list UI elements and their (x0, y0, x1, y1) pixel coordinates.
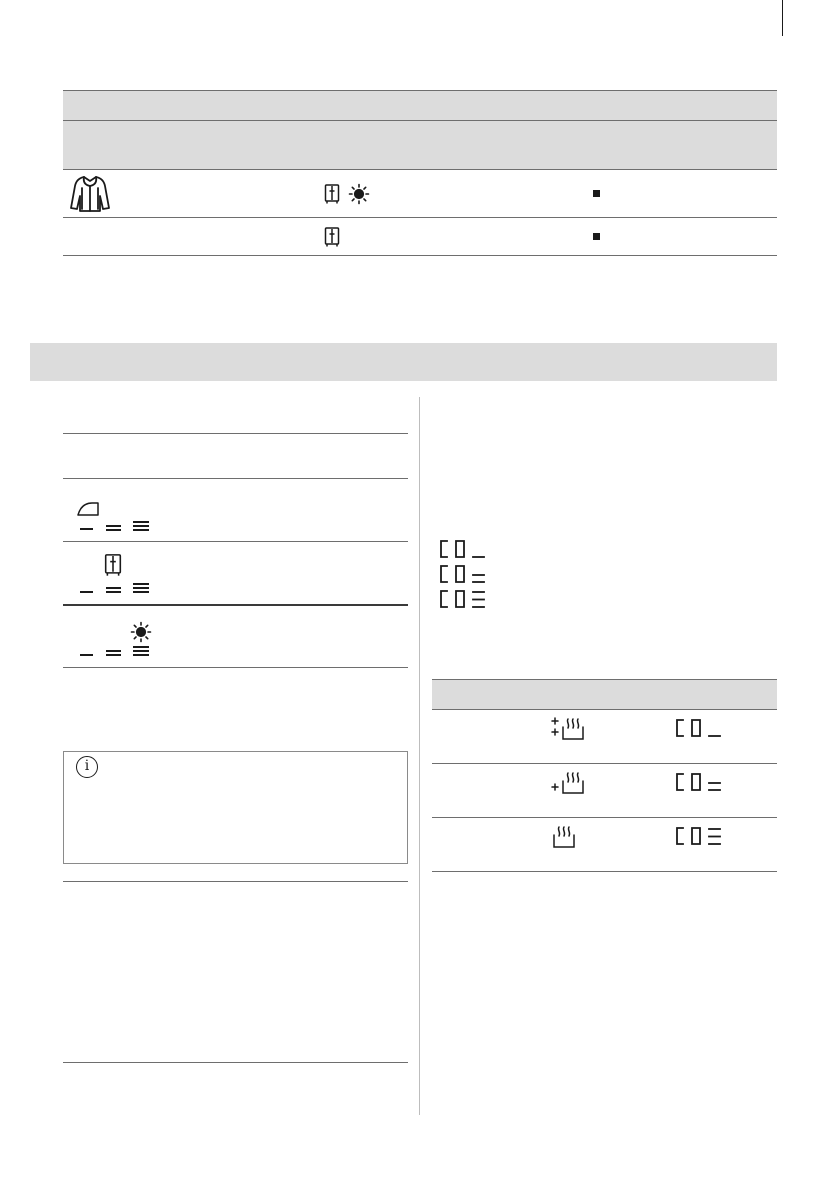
table-row (63, 218, 777, 256)
display-code-medium (438, 564, 488, 584)
level-triple (133, 529, 149, 531)
wardrobe-icon (104, 553, 122, 577)
wardrobe-icon (324, 227, 340, 247)
table-row (432, 818, 777, 872)
divider (63, 604, 408, 606)
table-header-row (63, 90, 777, 121)
crop-mark (782, 0, 783, 36)
jacket-icon (69, 174, 111, 214)
section-heading-bar (30, 343, 777, 381)
table-row (63, 170, 777, 218)
level-double (106, 591, 121, 593)
divider (63, 478, 408, 479)
sun-icon (348, 183, 370, 205)
level-double (106, 525, 121, 527)
table-row (432, 710, 777, 764)
table-subheader-row (63, 121, 777, 170)
filled-square-icon (593, 233, 600, 240)
display-code-high (674, 826, 724, 846)
table-row (432, 764, 777, 818)
table-cell-garment (63, 170, 303, 217)
divider (63, 667, 408, 668)
level-double (106, 650, 121, 652)
level-single (80, 654, 93, 656)
table-cell-symbols (303, 218, 538, 255)
table-cell-garment (63, 218, 303, 255)
iron-icon (77, 502, 99, 516)
display-code-low (438, 539, 488, 559)
display-code-medium (674, 772, 724, 792)
table-header-row (432, 679, 777, 710)
divider (63, 541, 408, 542)
level-triple (133, 587, 149, 589)
level-double (106, 529, 121, 531)
divider (63, 1062, 408, 1063)
table-cell-marker (538, 170, 777, 217)
level-triple (133, 591, 149, 593)
sun-icon (130, 621, 152, 643)
table-cell-symbols (303, 170, 538, 217)
wardrobe-icon (324, 184, 340, 204)
info-note-box (63, 751, 408, 864)
display-code-low (674, 718, 724, 738)
level-triple (133, 521, 149, 523)
level-double (106, 654, 121, 656)
display-code-high (438, 589, 488, 609)
heat-level-table (432, 679, 777, 872)
level-triple (133, 525, 149, 527)
filled-square-icon (593, 190, 600, 197)
level-triple (133, 650, 149, 652)
divider (63, 433, 408, 434)
level-triple (133, 654, 149, 656)
level-triple (133, 583, 149, 585)
column-divider (419, 397, 420, 1115)
divider (63, 881, 408, 882)
level-triple (133, 646, 149, 648)
table-cell-marker (538, 218, 777, 255)
heat-bath-icon (550, 716, 590, 742)
level-double (106, 587, 121, 589)
info-icon: i (76, 756, 98, 778)
heat-bath-icon (550, 770, 590, 796)
level-single (80, 591, 93, 593)
level-single (80, 528, 93, 530)
settings-table (63, 90, 777, 256)
heat-bath-icon (550, 824, 590, 850)
